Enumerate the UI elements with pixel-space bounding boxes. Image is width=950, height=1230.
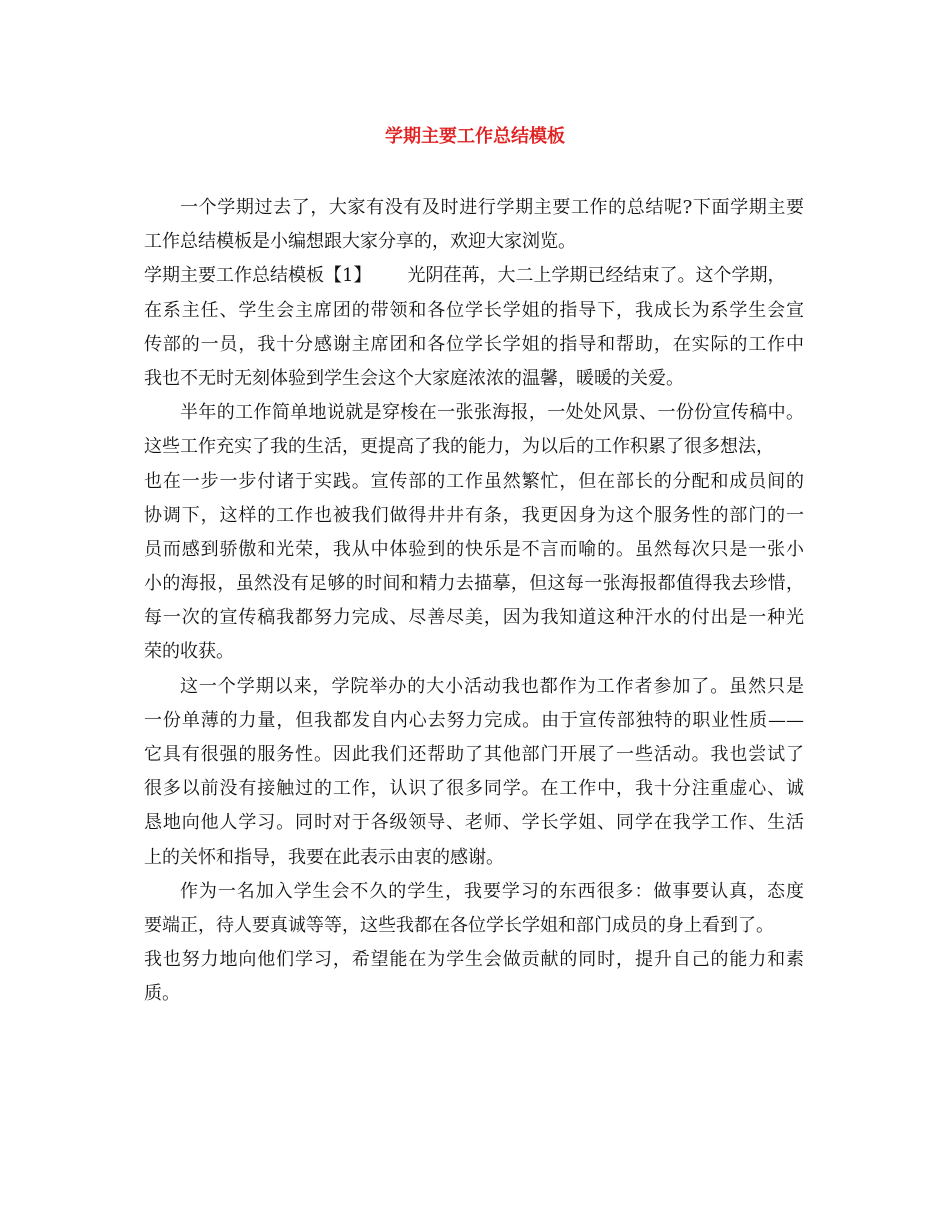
- text-line: 上的关怀和指导，我要在此表示由衷的感谢。: [144, 846, 504, 868]
- text-line-section-heading: [144, 259, 804, 293]
- text-line: 要端正，待人要真诚等等，这些我都在各位学长学姐和部门成员的身上看到了。: [144, 914, 774, 936]
- text-line: 在系主任、学生会主席团的带领和各位学长学姐的指导下，我成长为系学生会宣: [144, 299, 804, 321]
- text-line: 恳地向他人学习。同时对于各级领导、老师、学长学姐、同学在我学工作、生活: [144, 812, 804, 834]
- text-line: 小的海报，虽然没有足够的时间和精力去描摹，但这每一张海报都值得我去珍惜，: [144, 573, 804, 595]
- text-line: 每一次的宣传稿我都努力完成、尽善尽美，因为我知道这种汗水的付出是一种光: [144, 607, 804, 629]
- text-line: 我也不无时无刻体验到学生会这个大家庭浓浓的温馨，暖暖的关爱。: [144, 367, 684, 389]
- text-line: 质。: [144, 983, 180, 1005]
- text-line: 员而感到骄傲和光荣，我从中体验到的快乐是不言而喻的。虽然每次只是一张小: [144, 538, 804, 560]
- text-line: 协调下，这样的工作也被我们做得井井有条，我更因身为这个服务性的部门的一: [144, 504, 804, 526]
- document-body: [144, 191, 804, 1012]
- text-line: 作为一名加入学生会不久的学生，我要学习的东西很多：做事要认真，态度: [180, 880, 804, 902]
- text-line: 也在一步一步付诸于实践。宣传部的工作虽然繁忙，但在部长的分配和成员间的: [144, 470, 804, 492]
- text-line: 一份单薄的力量，但我都发自内心去努力完成。由于宣传部独特的职业性质——: [144, 709, 804, 731]
- text-line: 工作总结模板是小编想跟大家分享的，欢迎大家浏览。: [144, 231, 576, 253]
- text-line: 这些工作充实了我的生活，更提高了我的能力，为以后的工作积累了很多想法，: [144, 436, 774, 458]
- text-line: 荣的收获。: [144, 641, 234, 663]
- text-line: 一个学期过去了，大家有没有及时进行学期主要工作的总结呢?下面学期主要: [180, 197, 804, 218]
- text-line: 半年的工作简单地说就是穿梭在一张张海报，一处处风景、一份份宣传稿中。: [180, 402, 804, 424]
- section-heading: 学期主要工作总结模板【1】: [144, 265, 372, 287]
- text-line: 传部的一员，我十分感谢主席团和各位学长学姐的指导和帮助，在实际的工作中: [144, 333, 804, 355]
- text-line: 它具有很强的服务性。因此我们还帮助了其他部门开展了一些活动。我也尝试了: [144, 744, 804, 765]
- text-line: 光阴荏苒，大二上学期已经结束了。这个学期，: [407, 265, 786, 287]
- text-line: 这一个学期以来，学院举办的大小活动我也都作为工作者参加了。虽然只是: [180, 675, 804, 697]
- text-line: 我也努力地向他们学习，希望能在为学生会做贡献的同时，提升自己的能力和素: [144, 949, 804, 971]
- document-title: 学期主要工作总结模板: [385, 126, 565, 147]
- text-line: 很多以前没有接触过的工作，认识了很多同学。在工作中，我十分注重虚心、诚: [144, 778, 804, 800]
